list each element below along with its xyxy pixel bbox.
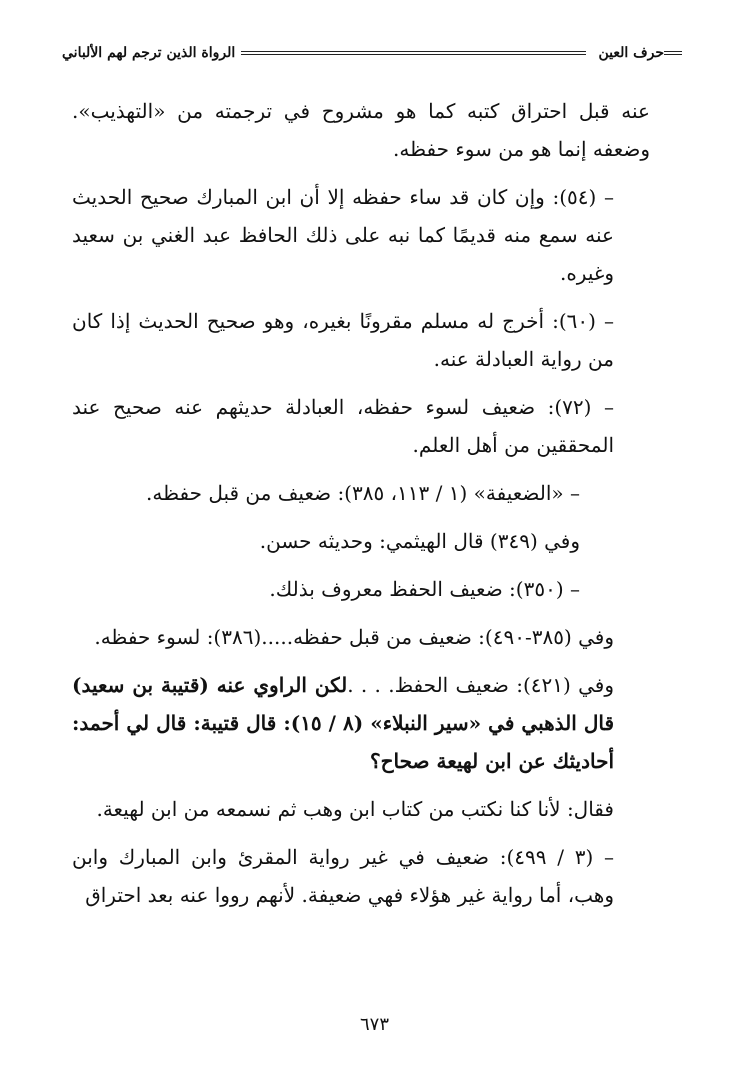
paragraph: – (٣ / ٤٩٩): ضعيف في غير رواية المقرئ وابن المبارك وابن وهب، أما رواية غير هؤلاء فهي ضعيفة. لأنهم رووا عنه بعد احتراق — [72, 845, 614, 907]
paragraph: وفي (٣٨٥-٤٩٠): ضعيف من قبل حفظه.....(٣٨٦): لسوء حفظه. — [94, 625, 614, 649]
paragraph: وفي (٣٤٩) قال الهيثمي: وحديثه حسن. — [259, 529, 580, 553]
paragraph-421-bold-text: لكن الراوي عنه (قتيبة بن سعيد) قال الذهبي في «سير النبلاء» (٨ / ١٥): قال قتيبة: قال لي أحمد: أحاديثك عن ابن لهيعة صحاح؟ — [72, 673, 614, 773]
paragraph: فقال: لأنا كنا نكتب من كتاب ابن وهب ثم نسمعه من ابن لهيعة. — [96, 797, 614, 821]
paragraph: – (٥٤): وإن كان قد ساء حفظه إلا أن ابن المبارك صحيح الحديث عنه سمع منه قديمًا كما نبه على ذلك الحافظ عبد الغني بن سعيد وغيره. — [72, 185, 614, 285]
running-header — [62, 36, 682, 70]
header-rule — [241, 51, 586, 55]
paragraph: عنه قبل احتراق كتبه كما هو مشروح في ترجمته من «التهذيب». وضعفه إنما هو من سوء حفظه. — [72, 99, 650, 161]
paragraph-421-text: وفي (٤٢١): ضعيف الحفظ. . . . — [347, 673, 614, 697]
paragraph: – (٦٠): أخرج له مسلم مقرونًا بغيره، وهو صحيح الحديث إذا كان من رواية العبادلة عنه. — [72, 309, 614, 371]
paragraph: – (٣٥٠): ضعيف الحفظ معروف بذلك. — [269, 577, 580, 601]
paragraph: – «الضعيفة» (١ / ١١٣، ٣٨٥): ضعيف من قبل حفظه. — [146, 481, 580, 505]
book-title: الرواة الذين ترجم لهم الألباني — [62, 45, 236, 61]
page-body — [72, 92, 650, 924]
paragraph-421 — [72, 666, 650, 780]
chapter-title: حرف العين — [598, 45, 664, 61]
page-number: ٦٧٣ — [359, 1014, 389, 1035]
header-ornament — [664, 51, 682, 55]
paragraph: – (٧٢): ضعيف لسوء حفظه، العبادلة حديثهم عنه صحيح عند المحققين من أهل العلم. — [72, 395, 614, 457]
